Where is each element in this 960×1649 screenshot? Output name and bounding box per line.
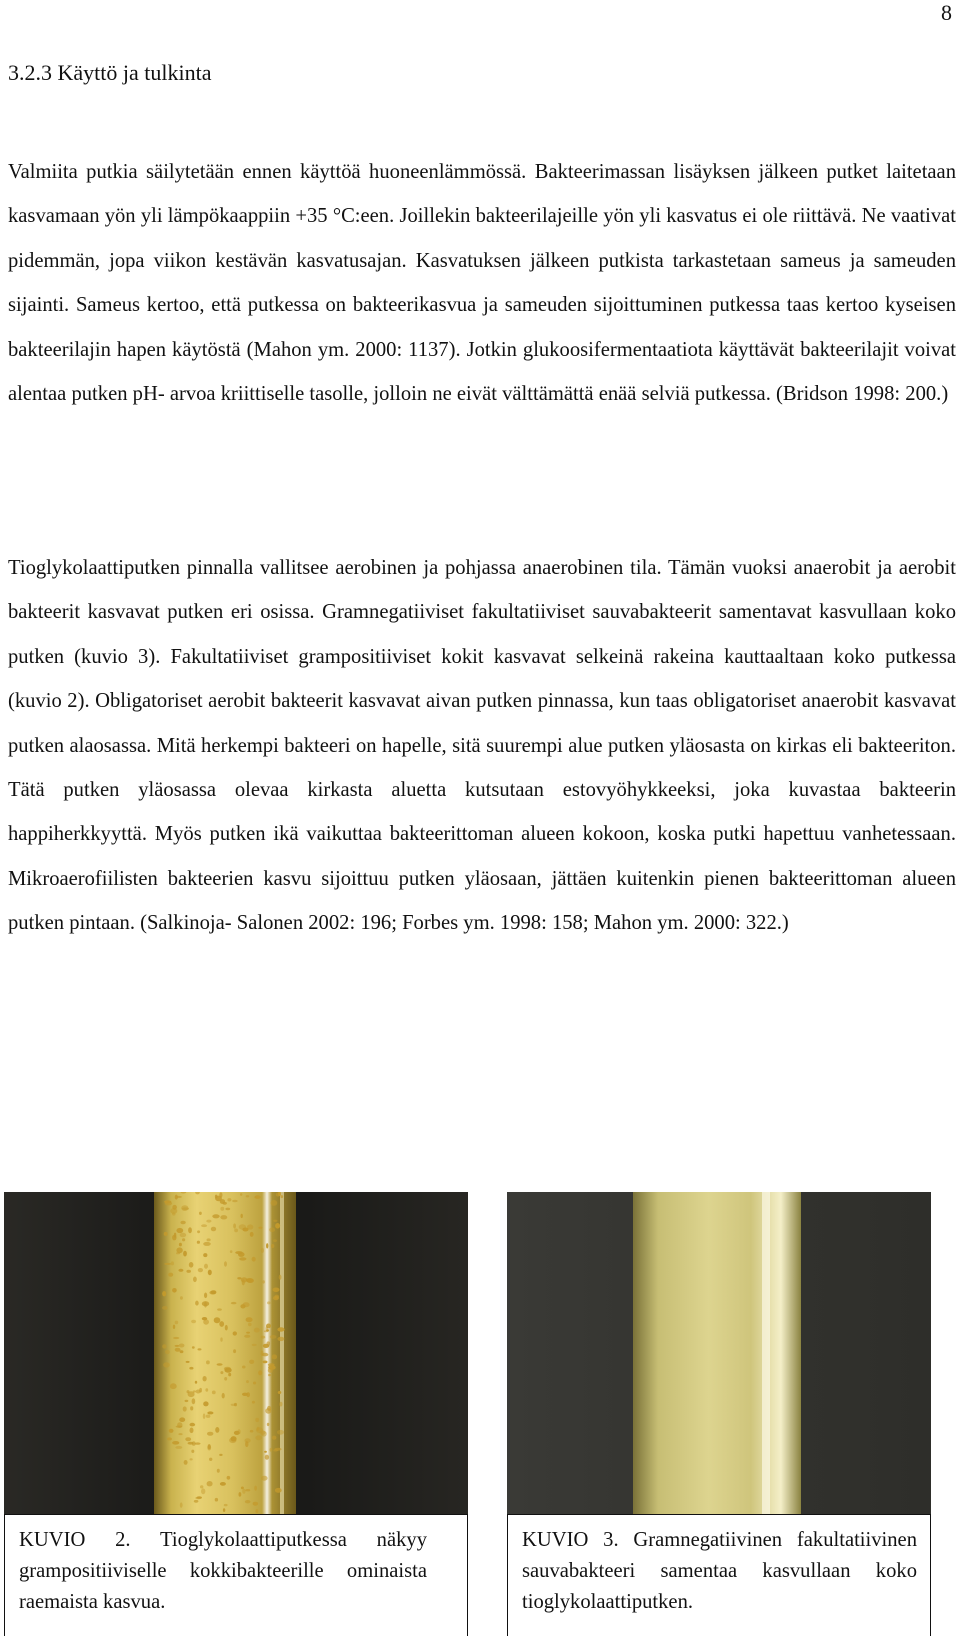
- tube-granular-image: [4, 1192, 468, 1514]
- tube-turbid-image: [507, 1192, 931, 1514]
- figure-caption: KUVIO 2. Tioglykolaattiputkessa näkyy grampositiiviselle kokkibakteerille ominaista raemaista kasvua.: [19, 1529, 427, 1613]
- caption-box: [507, 1514, 931, 1636]
- tube-photo-turbid-growth: [507, 1192, 931, 1514]
- page-number: 8: [941, 0, 952, 25]
- paragraph-interpretation: Tioglykolaattiputken pinnalla vallitsee aerobinen ja pohjassa anaerobinen tila. Tämän vuoksi anaerobit ja aerobit bakteerit kasvavat putken eri osissa. Gramnegatiiviset fakultatiiviset sauvabakteerit samentavat kasvullaan koko putken (kuvio 3). Fakultatiiviset grampositiiviset kokit kasvavat selkeinä rakeina kauttaaltaan koko putkessa (kuvio 2). Obligatoriset aerobit bakteerit kasvavat aivan putken pinnassa, kun taas obligatoriset anaerobit kasvavat putken alaosassa. Mitä herkempi bakteeri on hapelle, sitä suurempi alue putken yläosasta on kirkas eli bakteeriton. Tätä putken yläosassa olevaa kirkasta aluetta kutsutaan estovyöhykkeeksi, joka kuvastaa bakteerin happiherkkyyttä. Myös putken ikä vaikuttaa bakteerittoman alueen kokoon, koska putki hapettuu vanhetessaan. Mikroaerofiilisten bakteerien kasvu sijoittuu putken yläosaan, jättäen kuitenkin pienen bakteerittoman alueen putken pintaan. (Salkinoja- Salonen 2002: 196; Forbes ym. 1998: 158; Mahon ym. 2000: 322.): [8, 557, 956, 935]
- figure-caption: KUVIO 3. Gramnegatiivinen fakultatiivinen sauvabakteeri samentaa kasvullaan koko tioglykolaattiputken.: [522, 1529, 917, 1613]
- paragraph-usage: Valmiita putkia säilytetään ennen käyttöä huoneenlämmössä. Bakteerimassan lisäyksen jälkeen putket laitetaan kasvamaan yön yli lämpökaappiin +35 °C:een. Joillekin bakteerilajeille yön yli kasvatus ei ole riittävä. Ne vaativat pidemmän, jopa viikon kestävän kasvatusajan. Kasvatuksen jälkeen putkista tarkastetaan sameus ja sameuden sijainti. Sameus kertoo, että putkessa on bakteerikasvua ja sameuden sijoittuminen putkessa taas kertoo kyseisen bakteerilajin hapen käytöstä (Mahon ym. 2000: 1137). Jotkin glukoosifermentaatiota käyttävät bakteerilajit voivat alentaa putken pH- arvoa kriittiselle tasolle, jolloin ne eivät välttämättä enää selviä putkessa. (Bridson 1998: 200.): [8, 161, 956, 406]
- caption-box: [4, 1514, 468, 1636]
- tube-photo-granular-growth: [4, 1192, 468, 1514]
- figure-kuvio-2: [4, 1192, 468, 1636]
- figure-kuvio-3: [507, 1192, 931, 1636]
- section-heading: 3.2.3 Käyttö ja tulkinta: [8, 60, 212, 85]
